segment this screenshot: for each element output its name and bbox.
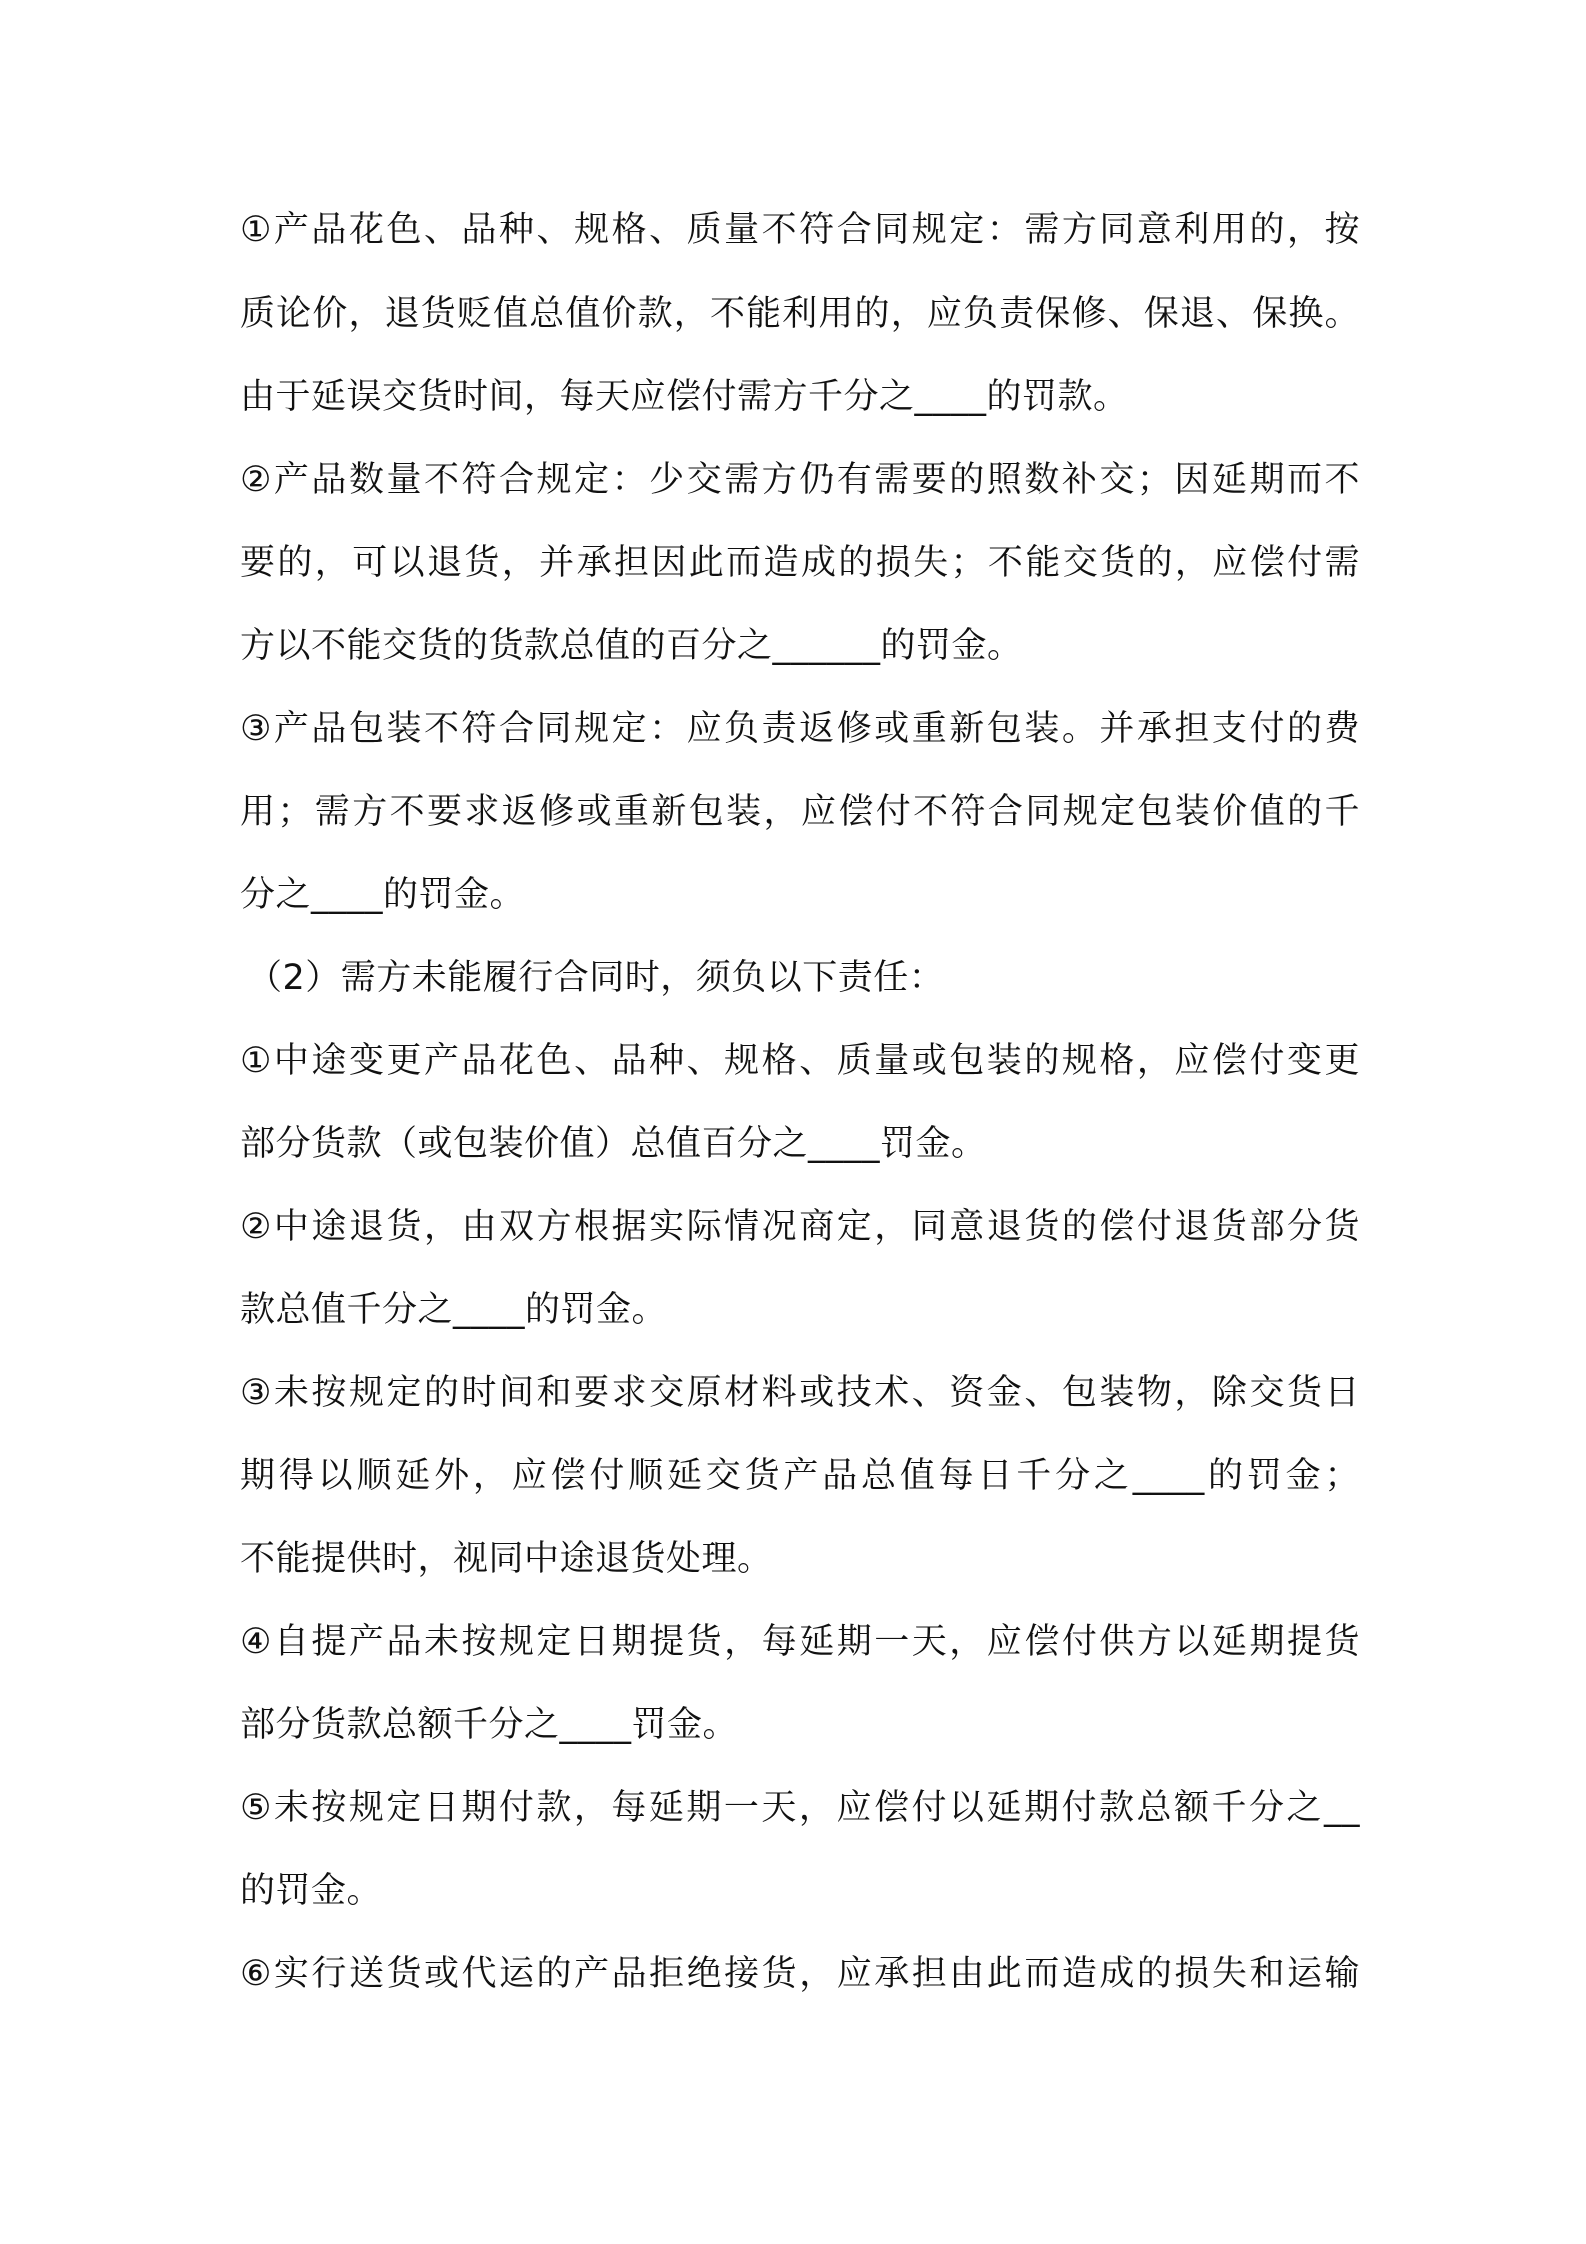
text-line: ①中途变更产品花色、品种、规格、质量或包装的规格，应偿付变更 — [240, 1041, 1360, 1081]
text-line: ②产品数量不符合规定：少交需方仍有需要的照数补交；因延期而不 — [240, 460, 1360, 500]
text-line: ⑤未按规定日期付款，每延期一天，应偿付以延期付款总额千分之__ — [240, 1788, 1360, 1828]
text-line: 款总值千分之____的罚金。 — [240, 1290, 668, 1330]
text-line: ①产品花色、品种、规格、质量不符合同规定：需方同意利用的，按 — [240, 210, 1360, 250]
text-line: ⑥实行送货或代运的产品拒绝接货，应承担由此而造成的损失和运输 — [240, 1954, 1360, 1994]
text-line: ④自提产品未按规定日期提货，每延期一天，应偿付供方以延期提货 — [240, 1622, 1360, 1662]
text-line: 用；需方不要求返修或重新包装，应偿付不符合同规定包装价值的千 — [240, 792, 1360, 832]
text-line: 方以不能交货的货款总值的百分之______的罚金。 — [240, 626, 1023, 666]
text-line: ②中途退货，由双方根据实际情况商定，同意退货的偿付退货部分货 — [240, 1207, 1360, 1247]
section-heading: （2）需方未能履行合同时，须负以下责任： — [247, 958, 945, 998]
text-line: ③未按规定的时间和要求交原材料或技术、资金、包装物，除交货日 — [240, 1373, 1360, 1413]
text-line: 由于延误交货时间，每天应偿付需方千分之____的罚款。 — [240, 377, 1129, 417]
text-line: 的罚金。 — [240, 1871, 383, 1911]
text-line: 部分货款（或包装价值）总值百分之____罚金。 — [240, 1124, 987, 1164]
text-line: 部分货款总额千分之____罚金。 — [240, 1705, 739, 1745]
text-line: 质论价，退货贬值总值价款，不能利用的，应负责保修、保退、保换。 — [240, 294, 1360, 334]
text-line: 期得以顺延外，应偿付顺延交货产品总值每日千分之____的罚金； — [240, 1456, 1360, 1496]
text-line: 不能提供时，视同中途退货处理。 — [240, 1539, 773, 1579]
text-line: 要的，可以退货，并承担因此而造成的损失；不能交货的，应偿付需 — [240, 543, 1360, 583]
text-line: ③产品包装不符合同规定：应负责返修或重新包装。并承担支付的费 — [240, 709, 1360, 749]
text-line: 分之____的罚金。 — [240, 875, 526, 915]
